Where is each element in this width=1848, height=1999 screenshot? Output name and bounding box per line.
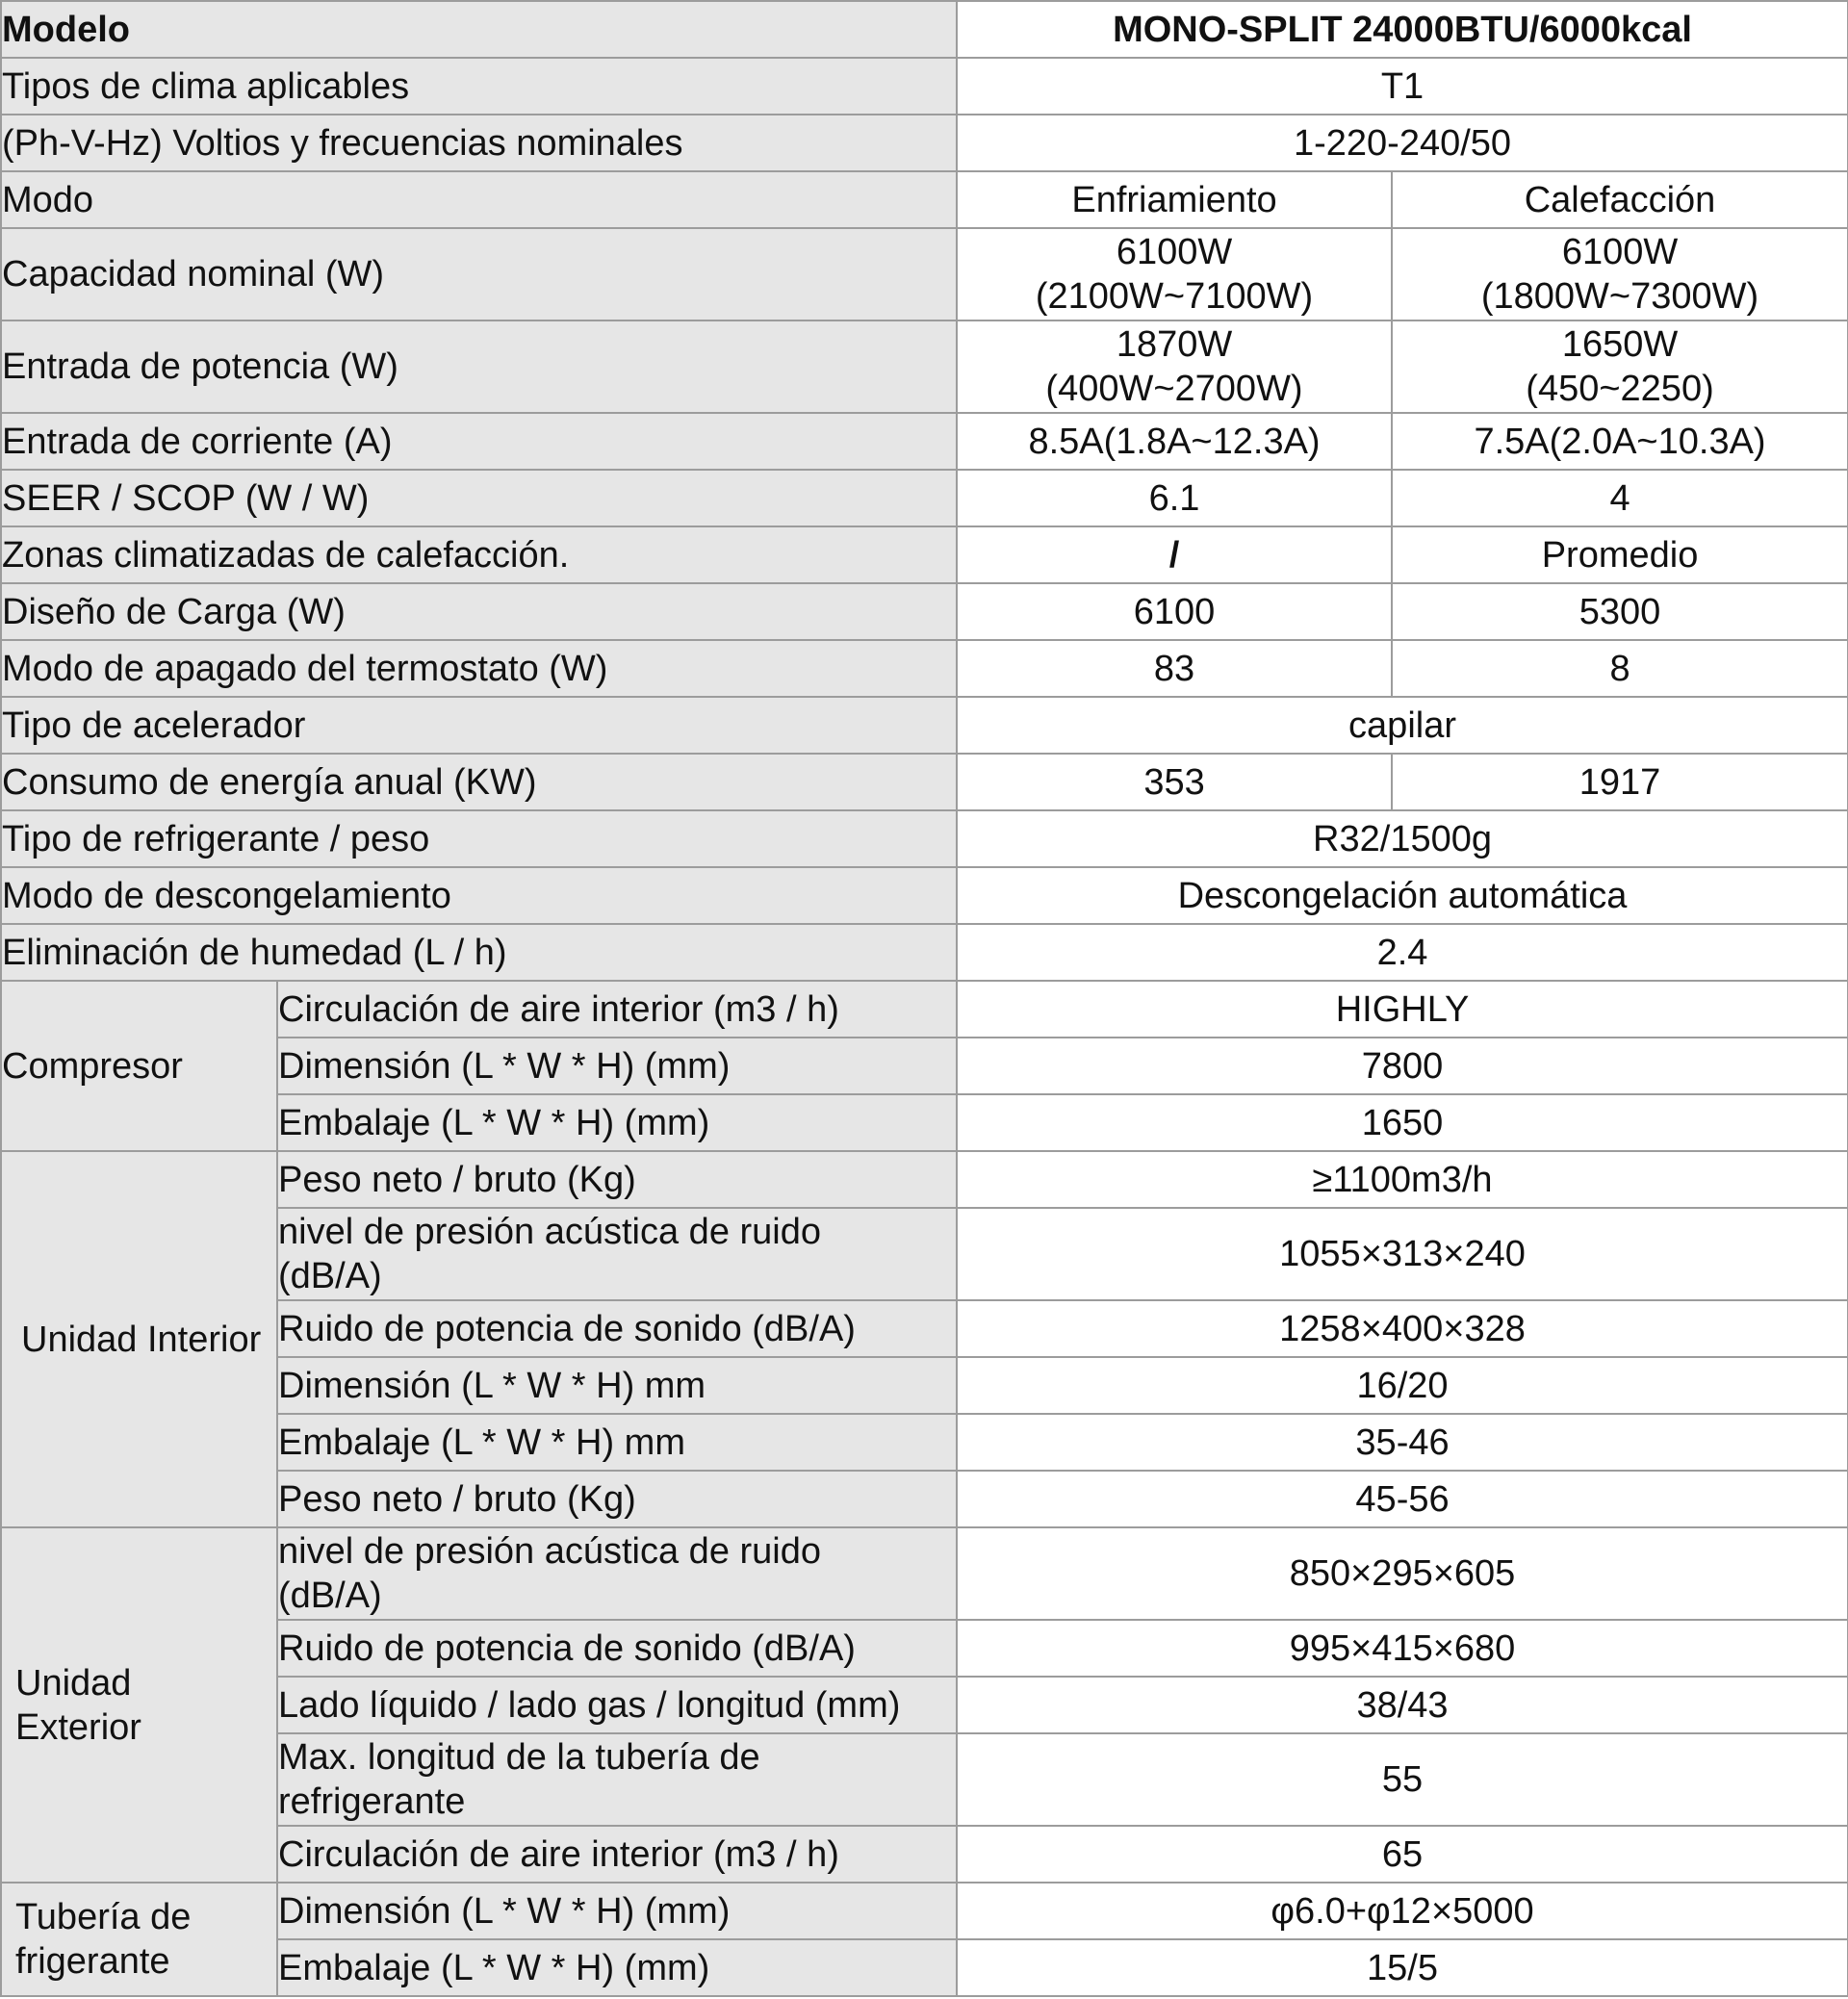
table-row <box>1 1826 1848 1883</box>
row-value: R32/1500g <box>957 810 1848 867</box>
table-row <box>1 1038 1848 1094</box>
row-value: 55 <box>957 1733 1848 1826</box>
row-label: Embalaje (L * W * H) (mm) <box>277 1939 957 1996</box>
row-value: φ6.0+φ12×5000 <box>957 1883 1848 1939</box>
cooling-value: 83 <box>957 640 1392 697</box>
mode-label: Modo <box>1 171 957 228</box>
row-label: Eliminación de humedad (L / h) <box>1 924 957 981</box>
table-row <box>1 1151 1848 1208</box>
group-tuberia-frigerante: Tubería de frigerante <box>1 1883 277 1996</box>
heating-value: 7.5A(2.0A~10.3A) <box>1392 413 1848 470</box>
row-label: Ruido de potencia de sonido (dB/A) <box>277 1300 957 1357</box>
row-label: Embalaje (L * W * H) mm <box>277 1414 957 1471</box>
table-row <box>1 1094 1848 1151</box>
cooling-value: 353 <box>957 754 1392 810</box>
row-label: Dimensión (L * W * H) (mm) <box>277 1038 957 1094</box>
row-label: Capacidad nominal (W) <box>1 228 957 320</box>
row-label: Consumo de energía anual (KW) <box>1 754 957 810</box>
table-row <box>1 413 1848 470</box>
table-row <box>1 1414 1848 1471</box>
group-unidad-interior: Unidad Interior <box>1 1151 277 1527</box>
table-row <box>1 115 1848 171</box>
row-value: 7800 <box>957 1038 1848 1094</box>
heating-value: Promedio <box>1392 526 1848 583</box>
table-row <box>1 867 1848 924</box>
row-value: 1650 <box>957 1094 1848 1151</box>
row-label: Zonas climatizadas de calefacción. <box>1 526 957 583</box>
row-label: Lado líquido / lado gas / longitud (mm) <box>277 1677 957 1733</box>
row-label: Diseño de Carga (W) <box>1 583 957 640</box>
table-row <box>1 1677 1848 1733</box>
row-label: Dimensión (L * W * H) (mm) <box>277 1883 957 1939</box>
table-row <box>1 697 1848 754</box>
table-row <box>1 981 1848 1038</box>
row-label: Max. longitud de la tubería de refrigerante <box>277 1733 957 1826</box>
row-label: (Ph-V-Hz) Voltios y frecuencias nominales <box>1 115 957 171</box>
row-value: 45-56 <box>957 1471 1848 1527</box>
row-label: nivel de presión acústica de ruido (dB/A) <box>277 1527 957 1620</box>
heating-value: 6100W (1800W~7300W) <box>1392 228 1848 320</box>
row-label: Tipos de clima aplicables <box>1 58 957 115</box>
row-label: Peso neto / bruto (Kg) <box>277 1151 957 1208</box>
model-value: MONO-SPLIT 24000BTU/6000kcal <box>957 1 1848 58</box>
row-label: Tipo de acelerador <box>1 697 957 754</box>
group-compresor: Compresor <box>1 981 277 1151</box>
table-row <box>1 320 1848 413</box>
row-model <box>1 1 1848 58</box>
row-value: 1-220-240/50 <box>957 115 1848 171</box>
row-value: ≥1100m3/h <box>957 1151 1848 1208</box>
row-label: Dimensión (L * W * H) mm <box>277 1357 957 1414</box>
row-value: 15/5 <box>957 1939 1848 1996</box>
table-row <box>1 1471 1848 1527</box>
table-row <box>1 583 1848 640</box>
row-label: Ruido de potencia de sonido (dB/A) <box>277 1620 957 1677</box>
table-row <box>1 228 1848 320</box>
row-value: 35-46 <box>957 1414 1848 1471</box>
table-row <box>1 754 1848 810</box>
row-value: 1055×313×240 <box>957 1208 1848 1300</box>
group-unidad-exterior: Unidad Exterior <box>1 1527 277 1883</box>
heating-value: 4 <box>1392 470 1848 526</box>
table-row <box>1 1733 1848 1826</box>
row-value: Descongelación automática <box>957 867 1848 924</box>
row-label: Circulación de aire interior (m3 / h) <box>277 981 957 1038</box>
row-value: 65 <box>957 1826 1848 1883</box>
cooling-value: 6100 <box>957 583 1392 640</box>
table-row <box>1 1357 1848 1414</box>
table-row <box>1 640 1848 697</box>
row-value: 1258×400×328 <box>957 1300 1848 1357</box>
row-label: Embalaje (L * W * H) (mm) <box>277 1094 957 1151</box>
row-label: Modo de descongelamiento <box>1 867 957 924</box>
row-label: Circulación de aire interior (m3 / h) <box>277 1826 957 1883</box>
row-label: SEER / SCOP (W / W) <box>1 470 957 526</box>
cooling-value: 6100W (2100W~7100W) <box>957 228 1392 320</box>
table-row <box>1 526 1848 583</box>
mode-heating: Calefacción <box>1392 171 1848 228</box>
row-value: capilar <box>957 697 1848 754</box>
table-row <box>1 1208 1848 1300</box>
row-value: 16/20 <box>957 1357 1848 1414</box>
table-row <box>1 1883 1848 1939</box>
heating-value: 8 <box>1392 640 1848 697</box>
row-value: 2.4 <box>957 924 1848 981</box>
cooling-value: / <box>957 526 1392 583</box>
mode-cooling: Enfriamiento <box>957 171 1392 228</box>
row-value: T1 <box>957 58 1848 115</box>
heating-value: 1650W (450~2250) <box>1392 320 1848 413</box>
row-label: Modo de apagado del termostato (W) <box>1 640 957 697</box>
table-row <box>1 1620 1848 1677</box>
cooling-value: 8.5A(1.8A~12.3A) <box>957 413 1392 470</box>
row-value: 850×295×605 <box>957 1527 1848 1620</box>
table-row <box>1 470 1848 526</box>
row-value: HIGHLY <box>957 981 1848 1038</box>
row-label: Peso neto / bruto (Kg) <box>277 1471 957 1527</box>
heating-value: 1917 <box>1392 754 1848 810</box>
row-label: Entrada de corriente (A) <box>1 413 957 470</box>
row-label: nivel de presión acústica de ruido (dB/A) <box>277 1208 957 1300</box>
row-label: Tipo de refrigerante / peso <box>1 810 957 867</box>
row-value: 995×415×680 <box>957 1620 1848 1677</box>
row-mode <box>1 171 1848 228</box>
table-row <box>1 1300 1848 1357</box>
row-value: 38/43 <box>957 1677 1848 1733</box>
cooling-value: 6.1 <box>957 470 1392 526</box>
table-row <box>1 1939 1848 1996</box>
table-row <box>1 1527 1848 1620</box>
table-row <box>1 58 1848 115</box>
cooling-value: 1870W (400W~2700W) <box>957 320 1392 413</box>
row-label: Entrada de potencia (W) <box>1 320 957 413</box>
table-row <box>1 810 1848 867</box>
table-row <box>1 924 1848 981</box>
model-label: Modelo <box>1 1 957 58</box>
heating-value: 5300 <box>1392 583 1848 640</box>
